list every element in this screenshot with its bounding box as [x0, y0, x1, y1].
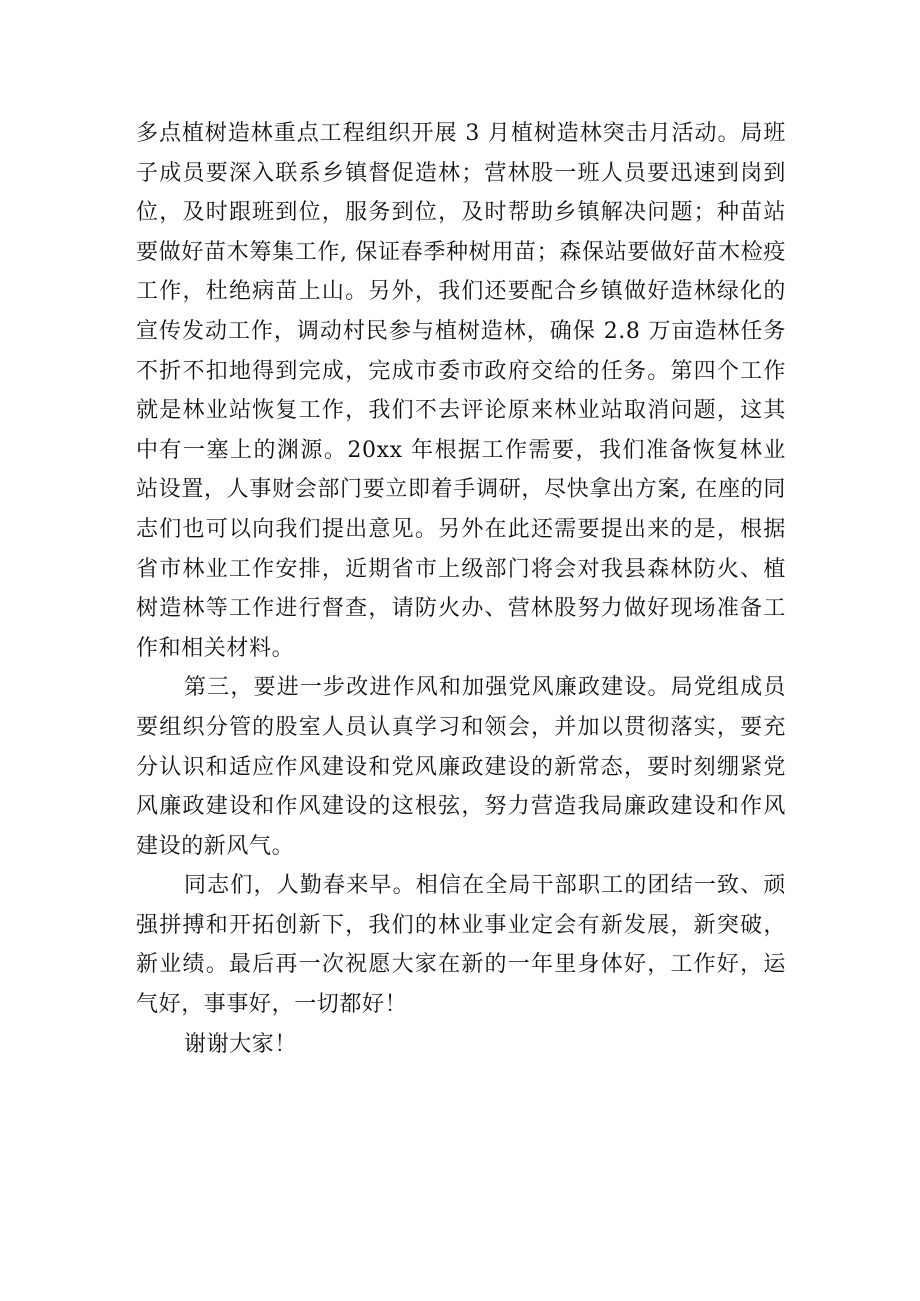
paragraph-third-point: 第三，要进一步改进作风和加强党风廉政建设。局党组成员要组织分管的股室人员认真学习和领会，并加以贯彻落实，要充分认识和适应作风建设和党风廉政建设的新常态，要时刻绷紧党风廉政建设和作风建设的这根弦，努力营造我局廉政建设和作风建设的新风气。 [136, 675, 786, 859]
paragraph-closing-wishes: 同志们，人勤春来早。相信在全局干部职工的团结一致、顽强拼搏和开拓创新下，我们的林业事业定会有新发展，新突破，新业绩。最后再一次祝愿大家在新的一年里身体好，工作好，运气好，事事好，一切都好！ [136, 873, 786, 1018]
document-body [136, 114, 786, 1064]
paragraph-continuation: 多点植树造林重点工程组织开展 3 月植树造林突击月活动。局班子成员要深入联系乡镇督促造林；营林股一班人员要迅速到岗到位，及时跟班到位，服务到位，及时帮助乡镇解决问题；种苗站要做好苗木筹集工作, 保证春季种树用苗；森保站要做好苗木检疫工作，杜绝病苗上山。另外，我们还要配合乡镇做好造林绿化的宣传发动工作，调动村民参与植树造林，确保 2.8 万亩造林任务不折不扣地得到完成，完成市委市政府交给的任务。第四个工作就是林业站恢复工作，我们不去评论原来林业站取消问题，这其中有一塞上的渊源。20xx 年根据工作需要，我们准备恢复林业站设置，人事财会部门要立即着手调研，尽快拿出方案, 在座的同志们也可以向我们提出意见。另外在此还需要提出来的是，根据省市林业工作安排，近期省市上级部门将会对我县森林防火、植树造林等工作进行督查，请防火办、营林股努力做好现场准备工作和相关材料。 [136, 121, 786, 661]
paragraph-thanks: 谢谢大家！ [184, 1031, 298, 1057]
